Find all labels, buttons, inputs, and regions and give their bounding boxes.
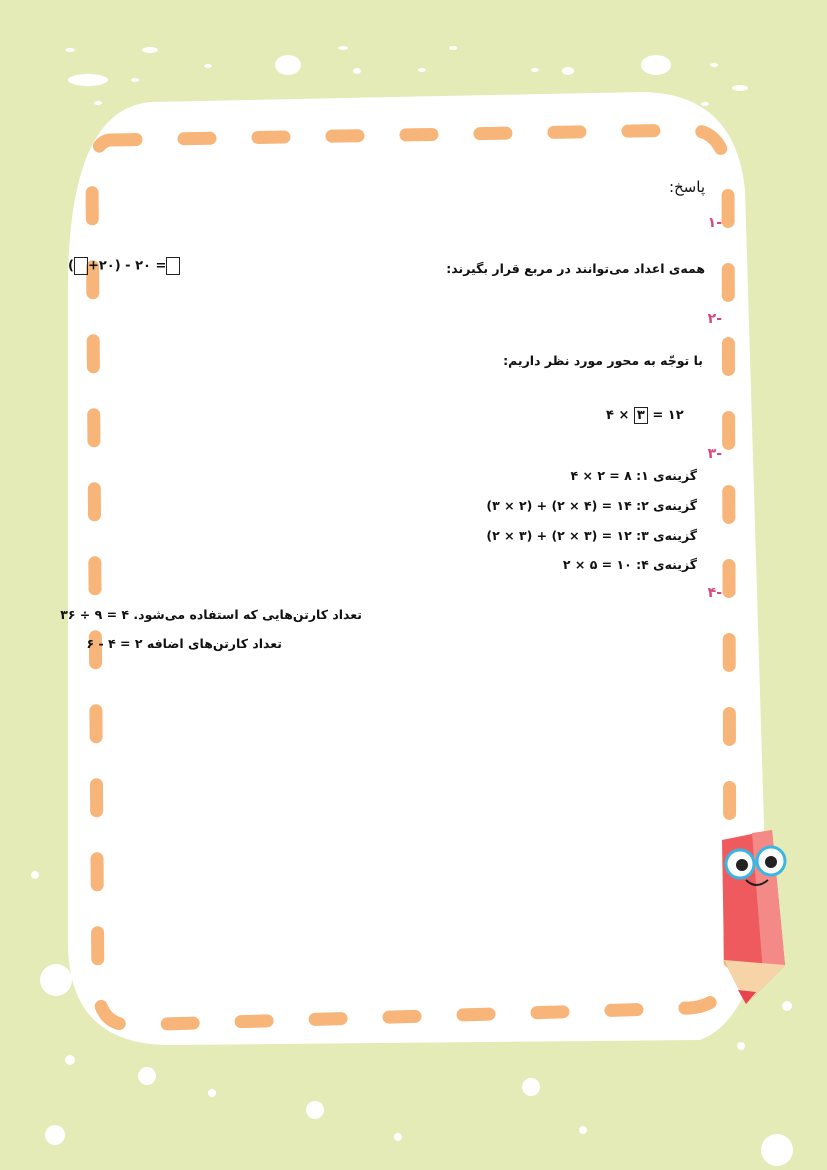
q3-option-3 [486,528,697,543]
q1-result-box [166,257,180,275]
q4-line-1-text: تعداد کارتن‌هایی که استفاده می‌شود. [133,607,362,622]
page-title: پاسخ: [668,178,705,196]
q4-line-2-expr: ۶ - ۴ = ۲ [86,636,143,651]
q3-option-2-expr: (۳ × ۲) + (۲ × ۴) = ۱۴ [486,498,632,513]
q1-equation [68,257,180,275]
q4-line-2 [86,636,282,651]
q2-left: ۴ × [606,408,630,423]
q2-answer-box: ۳ [634,407,648,424]
q4-line-1-expr: ۳۶ ÷ ۹ = ۴ [60,607,130,622]
q3-option-2-label: گزینه‌ی ۲: [636,498,697,513]
q2-right: = ۱۲ [652,408,684,423]
q1-paren: ( [68,258,74,274]
question-number-4: -۴ [707,585,722,601]
q3-option-3-label: گزینه‌ی ۳: [636,528,697,543]
q3-option-1-expr: ۴ × ۲ = ۸ [570,468,632,483]
q2-equation [606,407,684,424]
q3-option-4-label: گزینه‌ی ۴: [636,557,697,572]
q3-option-2 [486,498,697,513]
q3-option-3-expr: (۲ × ۳) + (۲ × ۳) = ۱۲ [486,528,632,543]
q1-statement: همه‌ی اعداد می‌توانند در مربع قرار بگیرند: [446,261,705,276]
q4-line-2-text: تعداد کارتن‌های اضافه [146,636,282,651]
q1-blank-box [74,257,88,275]
q4-line-1 [60,607,362,622]
question-number-3: -۳ [707,446,722,462]
q3-option-4 [500,557,697,572]
question-number-2: -۲ [707,311,722,327]
q2-statement: با توجّه به محور مورد نظر داریم: [503,353,703,368]
q3-option-4-expr: ۲ × ۵ = ۱۰ [562,557,632,572]
q3-option-1-label: گزینه‌ی ۱: [636,468,697,483]
q1-expression: +۲۰) - ۲۰ = [87,258,167,274]
question-number-1: -۱ [707,215,722,231]
q3-option-1 [500,468,697,483]
